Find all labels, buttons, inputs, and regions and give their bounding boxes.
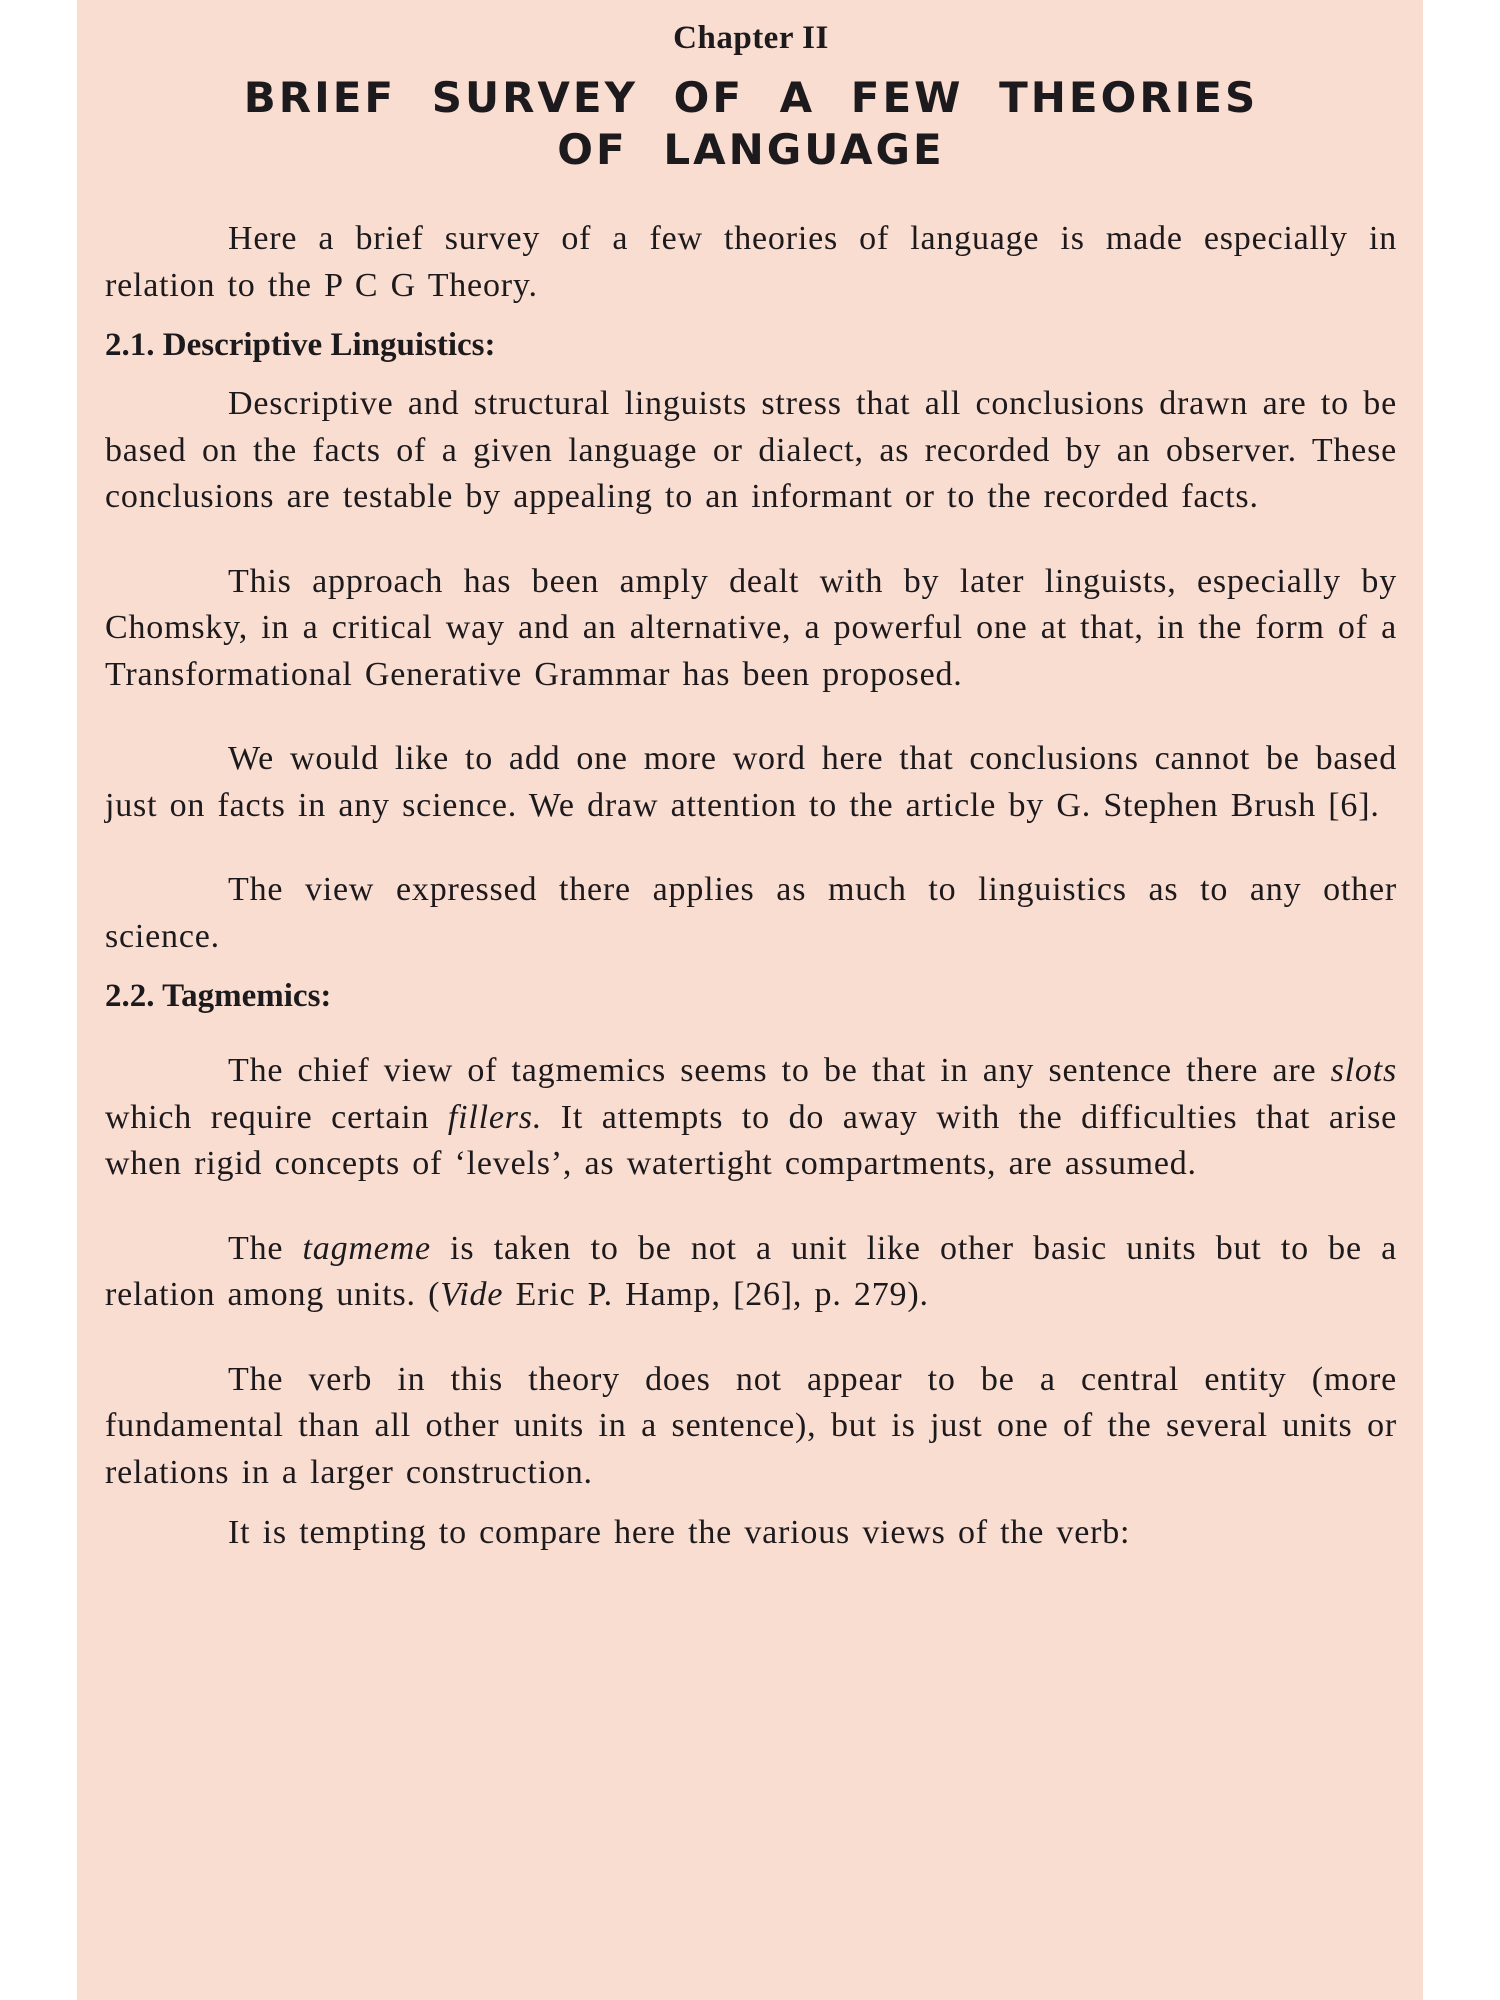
chapter-title xyxy=(105,72,1397,176)
chapter-label: Chapter II xyxy=(673,20,829,56)
book-page xyxy=(77,0,1423,2000)
section-heading-tagmemics: 2.2. Tagmemics: xyxy=(105,978,332,1014)
paragraph-descriptive-2: This approach has been amply dealt with by later linguists, especially by Chomsky, in a critical way and an alternative, a powerful one at that, in the form of a Transformational Generative Grammar has been proposed. xyxy=(105,562,1397,693)
section-heading-descriptive-linguistics: 2.1. Descriptive Linguistics: xyxy=(105,327,496,363)
text-run: The chief view of tagmemics seems to be that in any sentence there are xyxy=(228,1052,1331,1089)
italic-term-fillers: fillers. xyxy=(447,1098,543,1136)
italic-term-tagmeme: tagmeme xyxy=(302,1229,431,1267)
text-run: The xyxy=(228,1229,303,1267)
text-run: is taken to be not a unit like other basic units but to be a relation among units. ( xyxy=(105,1229,1397,1313)
intro-paragraph: Here a brief survey of a few theories of language is made especially in relation to the P C G Theory. xyxy=(105,220,1397,304)
italic-term-vide: Vide xyxy=(440,1276,504,1313)
chapter-title-line-2: OF LANGUAGE xyxy=(557,125,945,174)
paragraph-tagmemics-1 xyxy=(105,1048,1397,1188)
paragraph-tagmemics-2 xyxy=(105,1226,1397,1319)
paragraph-tagmemics-4: It is tempting to compare here the various views of the verb: xyxy=(228,1514,1131,1551)
paragraph-descriptive-3: We would like to add one more word here that conclusions cannot be based just on facts in any science. We draw attention to the article by G. Stephen Brush [6]. xyxy=(105,740,1397,824)
paragraph-tagmemics-3: The verb in this theory does not appear to be a central entity (more fundamental than all other units in a sentence), but is just one of the several units or relations in a larger construction. xyxy=(105,1360,1397,1491)
text-run: Eric P. Hamp, [26], p. 279). xyxy=(503,1276,929,1313)
text-run: which require certain xyxy=(105,1098,448,1136)
paragraph-descriptive-1: Descriptive and structural linguists stress that all conclusions drawn are to be based on the facts of a given language or dialect, as recorded by an observer. These conclusions are testable by appealing to an informant or to the recorded facts. xyxy=(105,385,1397,515)
text-run: It attempts to do away with the difficulties that arise when rigid concepts of ‘levels’, as watertight compartments, are assumed. xyxy=(105,1098,1398,1182)
chapter-title-line-1: BRIEF SURVEY OF A FEW THEORIES xyxy=(243,73,1259,122)
italic-term-slots: slots xyxy=(1330,1052,1397,1089)
paragraph-descriptive-4: The view expressed there applies as much to linguistics as to any other science. xyxy=(105,871,1397,955)
